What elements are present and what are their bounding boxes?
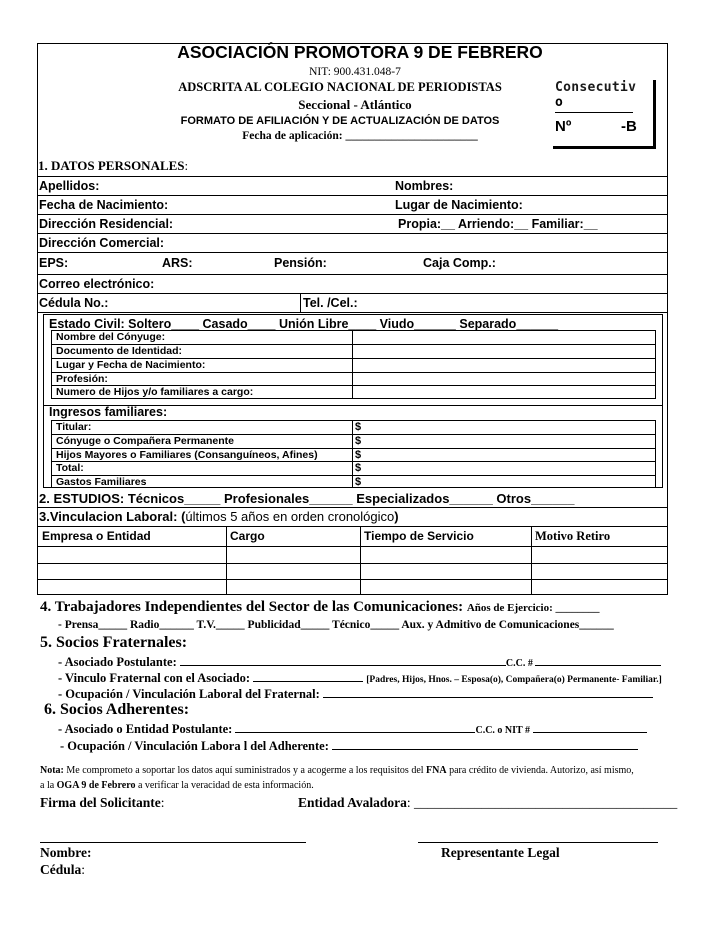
consecutivo-label-o: o [555, 95, 563, 110]
ocupacion-adherente-field[interactable]: - Ocupación / Vinculación Labora l del Adherente: [60, 739, 638, 754]
nota-line-1: Nota: Me comprometo a soportar los datos aquí suministrados y a acogerme a los requisitos del FNA para crédito de vivienda. Autorizo, así mismo, [40, 765, 634, 776]
independientes-title: 4. Trabajadores Independientes del Sector de las Comunicaciones: Años de Ejercicio: ________ [40, 599, 600, 615]
estado-civil-panel [43, 314, 663, 406]
nota-line-2: a la OGA 9 de Febrero a verificar la veracidad de esta información. [40, 780, 314, 791]
divider [37, 214, 668, 215]
currency-symbol: $ [355, 462, 362, 474]
currency-symbol: $ [355, 476, 362, 488]
header-tiempo-servicio: Tiempo de Servicio [364, 529, 474, 543]
asociado-entidad-field[interactable]: - Asociado o Entidad Postulante: C.C. o NIT # [58, 722, 647, 737]
estudios-options[interactable]: 2. ESTUDIOS: Técnicos_____ Profesionales______ Especializados______ Otros______ [39, 491, 575, 506]
divider [37, 252, 668, 253]
divider [37, 176, 668, 177]
laboral-table [37, 526, 668, 595]
independientes-options[interactable]: - Prensa_____ Radio______ T.V._____ Publicidad_____ Técnico_____ Aux. y Admitivo de Comunicaciones______ [58, 619, 614, 631]
divider [37, 195, 668, 196]
column-divider [360, 526, 361, 595]
header-empresa: Empresa o Entidad [42, 529, 151, 543]
firma-solicitante-line[interactable] [40, 842, 306, 843]
consecutivo-no: Nº [555, 118, 572, 135]
header-motivo-retiro: Motivo Retiro [535, 529, 611, 543]
telefono-label[interactable]: Tel. /Cel.: [303, 296, 358, 310]
consecutivo-label: Consecutiv [555, 80, 637, 95]
nombres-label[interactable]: Nombres: [395, 179, 454, 193]
consecutivo-line [555, 112, 633, 113]
header-cargo: Cargo [230, 529, 265, 543]
section-1-title: 1. DATOS PERSONALES: [38, 158, 189, 173]
direccion-residencial-label[interactable]: Dirección Residencial: [39, 217, 174, 231]
divider [37, 274, 668, 275]
nombre-label[interactable]: Nombre: [40, 845, 92, 860]
ingreso-titular-label[interactable]: Titular: [56, 421, 92, 433]
ingresos-table [51, 420, 656, 488]
currency-symbol: $ [355, 449, 362, 461]
estado-civil-options[interactable]: Estado Civil: Soltero____ Casado____ Unión Libre____ Viudo______ Separado______ [49, 317, 559, 331]
vinculo-fraternal-field[interactable]: - Vinculo Fraternal con el Asociado: [Padres, Hijos, Hnos. – Esposa(o), Compañera(o) Permanente- Familiar.] [58, 671, 662, 685]
table-row [52, 372, 655, 373]
ingreso-hijos-label[interactable]: Hijos Mayores o Familiares (Consanguíneos, Afines) [56, 449, 318, 461]
table-row[interactable] [37, 546, 668, 547]
firma-solicitante-label[interactable]: Firma del Solicitante: [40, 795, 165, 810]
ingreso-conyuge-label[interactable]: Cónyuge o Compañera Permanente [56, 435, 234, 447]
nombre-conyuge-label[interactable]: Nombre del Cónyuge: [56, 331, 166, 343]
numero-hijos-label[interactable]: Numero de Hijos y/o familiares a cargo: [56, 386, 254, 398]
column-divider [352, 421, 353, 487]
divider [37, 507, 668, 508]
consecutivo-box [553, 80, 656, 149]
eps-label[interactable]: EPS: [39, 256, 69, 270]
table-row [52, 461, 655, 462]
cedula-label[interactable]: Cédula No.: [39, 296, 109, 310]
divider [37, 293, 668, 294]
cedula-firma-label[interactable]: Cédula: [40, 862, 86, 877]
divider [37, 233, 668, 234]
adherentes-title: 6. Socios Adherentes: [44, 701, 190, 718]
seccional-text: Seccional - Atlántico [298, 97, 412, 112]
ingreso-total-label[interactable]: Total: [56, 462, 84, 474]
fecha-aplicacion[interactable]: Fecha de aplicación: _______________________ [242, 130, 478, 142]
ingresos-panel [43, 405, 663, 488]
documento-identidad-label[interactable]: Documento de Identidad: [56, 345, 182, 357]
consecutivo-suffix: -B [621, 118, 637, 135]
column-divider [352, 331, 353, 398]
caja-compensacion-label[interactable]: Caja Comp.: [423, 256, 496, 270]
column-divider [226, 526, 227, 595]
divider [37, 312, 668, 313]
ingresos-title: Ingresos familiares: [49, 405, 168, 419]
vivienda-options[interactable]: Propia:__ Arriendo:__ Familiar:__ [398, 217, 598, 231]
cedula-divider [300, 293, 301, 312]
ars-label[interactable]: ARS: [162, 256, 193, 270]
representante-legal-label: Representante Legal [441, 845, 560, 860]
asociado-postulante-field[interactable]: - Asociado Postulante: C.C. # [58, 655, 661, 670]
currency-symbol: $ [355, 421, 362, 433]
table-row[interactable] [37, 563, 668, 564]
formato-text: FORMATO DE AFILIACIÓN Y DE ACTUALIZACIÓN DE DATOS [180, 115, 500, 127]
adscrita-text: ADSCRITA AL COLEGIO NACIONAL DE PERIODISTAS [178, 80, 502, 94]
gastos-familiares-label[interactable]: Gastos Familiares [56, 476, 147, 488]
laboral-title: 3.Vinculacion Laboral: (últimos 5 años en orden cronológico) [39, 509, 399, 524]
fecha-nacimiento-label[interactable]: Fecha de Nacimiento: [39, 198, 169, 212]
entidad-avaladora-label[interactable]: Entidad Avaladora: _______________________________________ [298, 795, 678, 810]
apellidos-label[interactable]: Apellidos: [39, 179, 100, 193]
table-row[interactable] [37, 579, 668, 580]
conyuge-table [51, 330, 656, 399]
lugar-nacimiento-label[interactable]: Lugar de Nacimiento: [395, 198, 523, 212]
lugar-fecha-nacimiento-label[interactable]: Lugar y Fecha de Nacimiento: [56, 359, 206, 371]
firma-representante-line[interactable] [418, 842, 658, 843]
profesion-label[interactable]: Profesión: [56, 373, 108, 385]
pension-label[interactable]: Pensión: [274, 256, 327, 270]
anos-ejercicio[interactable]: Años de Ejercicio: ________ [466, 602, 600, 614]
fraternales-title: 5. Socios Fraternales: [40, 634, 188, 651]
org-title: ASOCIACIÓN PROMOTORA 9 DE FEBRERO [177, 42, 543, 62]
currency-symbol: $ [355, 435, 362, 447]
direccion-comercial-label[interactable]: Dirección Comercial: [39, 236, 165, 250]
ocupacion-fraternal-field[interactable]: - Ocupación / Vinculación Laboral del Fraternal: [58, 687, 653, 702]
nit-text: NIT: 900.431.048-7 [309, 66, 401, 78]
column-divider [531, 526, 532, 595]
correo-label[interactable]: Correo electrónico: [39, 277, 155, 291]
